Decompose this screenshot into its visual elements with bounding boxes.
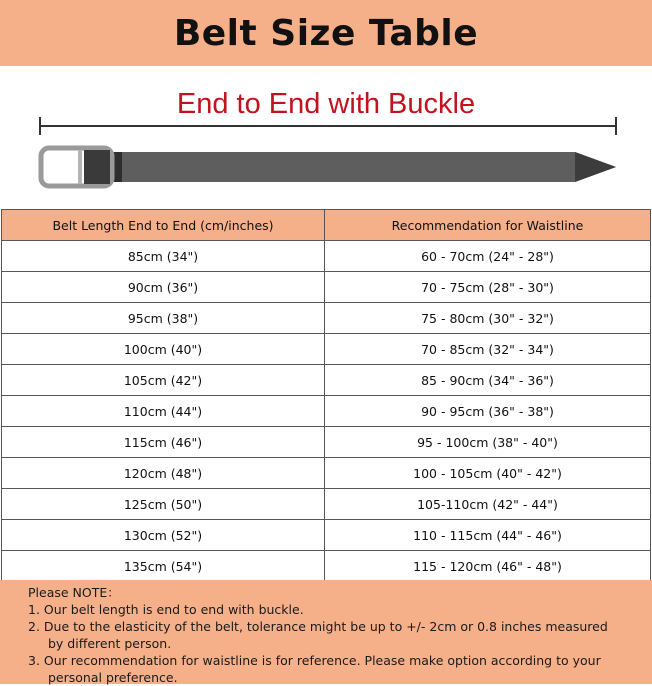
notes-heading: Please NOTE： bbox=[28, 585, 120, 600]
belt-length-cell: 100cm (40") bbox=[2, 334, 325, 365]
measurement-line bbox=[40, 117, 616, 135]
note-line: 1. Our belt length is end to end with buckle. bbox=[28, 602, 304, 617]
belt-length-cell: 120cm (48") bbox=[2, 458, 325, 489]
belt-drawing bbox=[0, 66, 652, 208]
buckle-icon bbox=[41, 148, 112, 186]
table-row bbox=[2, 396, 651, 427]
belt-length-cell: 110cm (44") bbox=[2, 396, 325, 427]
waistline-cell: 110 - 115cm (44" - 46") bbox=[325, 520, 651, 551]
note-line: personal preference. bbox=[48, 670, 178, 685]
waistline-cell: 95 - 100cm (38" - 40") bbox=[325, 427, 651, 458]
belt-strap bbox=[110, 152, 616, 182]
note-line: 3. Our recommendation for waistline is for reference. Please make option according to your bbox=[28, 653, 601, 668]
belt-length-cell: 125cm (50") bbox=[2, 489, 325, 520]
table-row bbox=[2, 551, 651, 582]
waistline-cell: 70 - 85cm (32" - 34") bbox=[325, 334, 651, 365]
note-line: 2. Due to the elasticity of the belt, tolerance might be up to +/- 2cm or 0.8 inches measured bbox=[28, 619, 608, 634]
notes-panel bbox=[0, 580, 652, 684]
waistline-cell: 60 - 70cm (24" - 28") bbox=[325, 241, 651, 272]
column-header-belt-length: Belt Length End to End (cm/inches) bbox=[2, 210, 325, 241]
belt-size-table bbox=[1, 209, 651, 582]
belt-length-cell: 115cm (46") bbox=[2, 427, 325, 458]
belt-length-cell: 85cm (34") bbox=[2, 241, 325, 272]
table-row bbox=[2, 458, 651, 489]
waistline-cell: 75 - 80cm (30" - 32") bbox=[325, 303, 651, 334]
table-row bbox=[2, 272, 651, 303]
belt-length-cell: 90cm (36") bbox=[2, 272, 325, 303]
belt-caption: End to End with Buckle bbox=[176, 88, 476, 120]
belt-length-cell: 95cm (38") bbox=[2, 303, 325, 334]
table-row bbox=[2, 489, 651, 520]
waistline-cell: 85 - 90cm (34" - 36") bbox=[325, 365, 651, 396]
column-header-waistline: Recommendation for Waistline bbox=[325, 210, 651, 241]
waistline-cell: 105-110cm (42" - 44") bbox=[325, 489, 651, 520]
belt-illustration bbox=[0, 66, 652, 208]
table-row bbox=[2, 520, 651, 551]
table-header-row bbox=[2, 210, 651, 241]
table-row bbox=[2, 427, 651, 458]
waistline-cell: 100 - 105cm (40" - 42") bbox=[325, 458, 651, 489]
belt-length-cell: 130cm (52") bbox=[2, 520, 325, 551]
waistline-cell: 90 - 95cm (36" - 38") bbox=[325, 396, 651, 427]
page-title: Belt Size Table bbox=[173, 12, 479, 54]
table-row bbox=[2, 241, 651, 272]
waistline-cell: 115 - 120cm (46" - 48") bbox=[325, 551, 651, 582]
table-row bbox=[2, 334, 651, 365]
belt-length-cell: 135cm (54") bbox=[2, 551, 325, 582]
waistline-cell: 70 - 75cm (28" - 30") bbox=[325, 272, 651, 303]
belt-length-cell: 105cm (42") bbox=[2, 365, 325, 396]
table-row bbox=[2, 303, 651, 334]
title-banner bbox=[0, 0, 652, 66]
table-row bbox=[2, 365, 651, 396]
note-line: by different person. bbox=[48, 636, 172, 651]
